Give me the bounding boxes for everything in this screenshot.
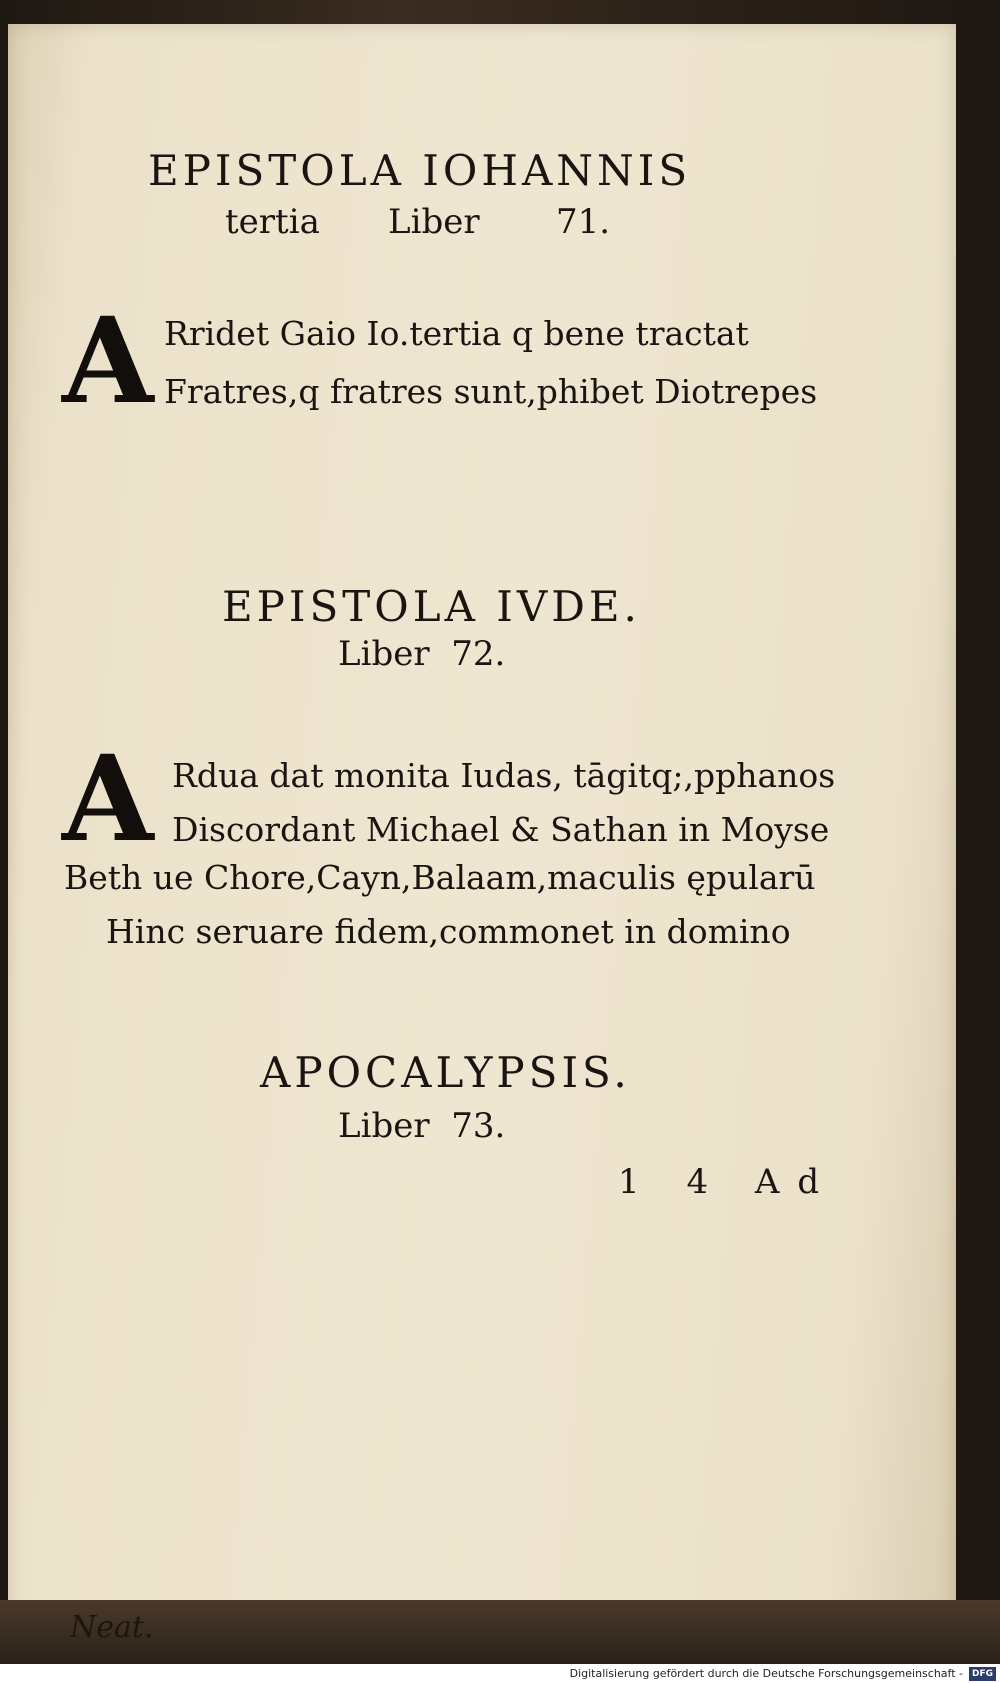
section2-dropcap: A xyxy=(62,729,154,868)
section2-line-1: Rdua dat monita Iudas, tāgitq;,pphanos xyxy=(172,756,836,795)
margin-note: Neat. xyxy=(70,1610,154,1645)
section1-sub-num: 71. xyxy=(556,202,611,242)
footer-text: Digitalisierung gefördert durch die Deutsche Forschungsgemeinschaft - xyxy=(569,1667,963,1680)
section2-title: EPISTOLA IVDE. xyxy=(222,582,641,631)
footer-credit xyxy=(0,1664,1000,1683)
section1-line-2: Fratres,q fratres sunt,phibet Diotrepes xyxy=(164,372,818,411)
section2-line-2: Discordant Michael & Sathan in Moyse xyxy=(172,810,830,849)
signature-mark: 1 4 Ad xyxy=(618,1162,838,1202)
section1-sub-mid: Liber xyxy=(388,202,480,242)
section3-sub: Liber 73. xyxy=(338,1106,506,1146)
section1-title: EPISTOLA IOHANNIS xyxy=(148,146,692,195)
section1-sub-left: tertia xyxy=(225,202,320,242)
section1-line-1: Rridet Gaio Io.tertia q bene tractat xyxy=(164,314,749,353)
dfg-logo: DFG xyxy=(969,1667,996,1681)
section2-sub: Liber 72. xyxy=(338,634,506,674)
section3-title: APOCALYPSIS. xyxy=(260,1048,631,1097)
section2-line-3: Beth ue Chore,Cayn,Balaam,maculis ępularū xyxy=(64,858,816,897)
section2-line-4: Hinc seruare fidem,commonet in domino xyxy=(106,912,791,951)
section1-dropcap: A xyxy=(62,291,154,430)
